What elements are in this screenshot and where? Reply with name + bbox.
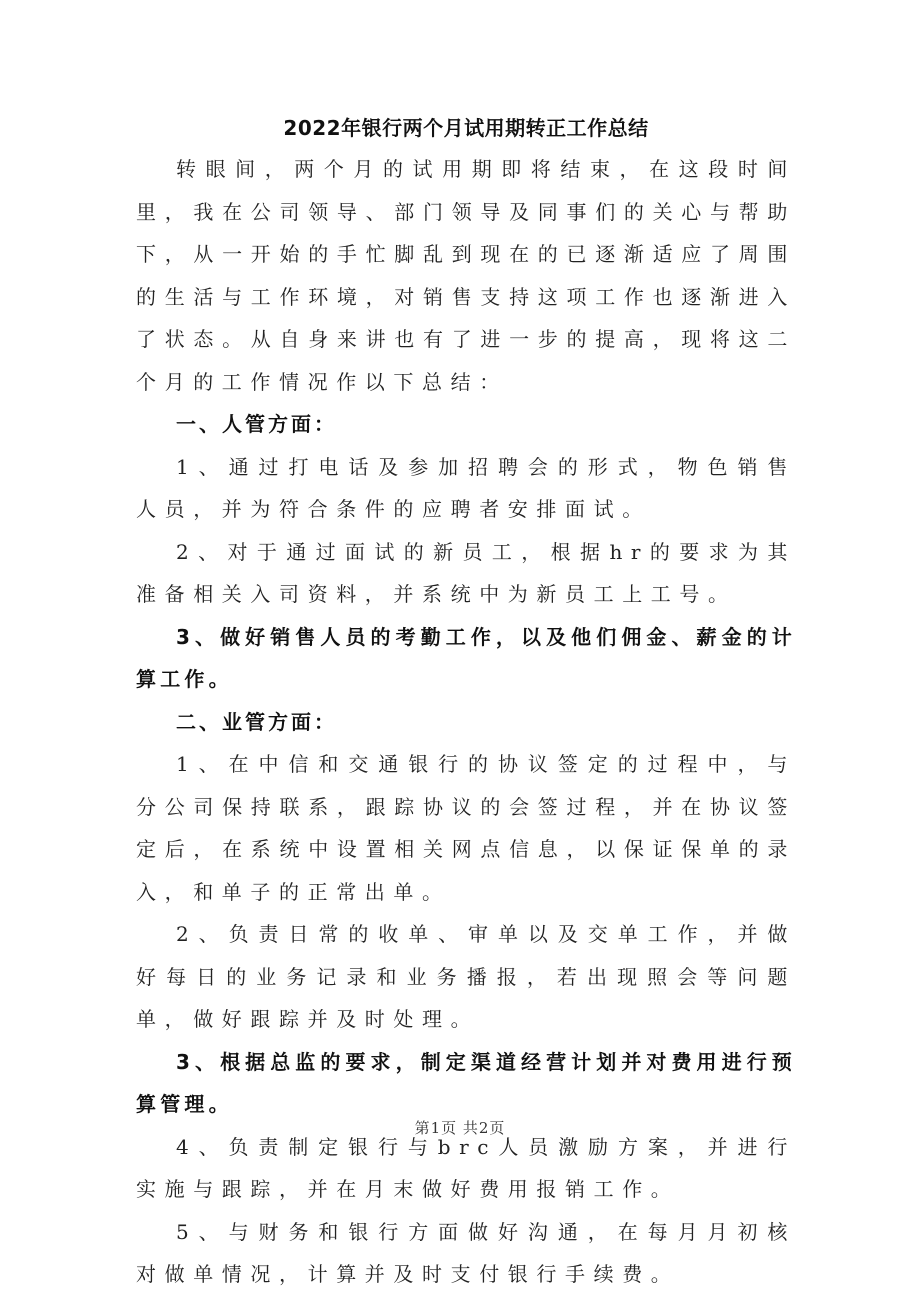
section-personnel bbox=[136, 403, 796, 701]
list-item: 1、在中信和交通银行的协议签定的过程中，与分公司保持联系，跟踪协议的会签过程，并在协议签定后，在系统中设置相关网点信息，以保证保单的录入，和单子的正常出单。 bbox=[136, 752, 796, 904]
list-item: 5、与财务和银行方面做好沟通，在每月月初核对做单情况，计算并及时支付银行手续费。 bbox=[136, 1219, 796, 1286]
list-item-bold: 3、根据总监的要求，制定渠道经营计划并对费用进行预算管理。 bbox=[136, 1049, 796, 1116]
list-item: 4、负责制定银行与brc人员激励方案，并进行实施与跟踪，并在月末做好费用报销工作。 bbox=[136, 1134, 796, 1201]
list-item-bold: 3、做好销售人员的考勤工作，以及他们佣金、薪金的计算工作。 bbox=[136, 624, 796, 691]
document-title: 2022年银行两个月试用期转正工作总结 bbox=[283, 116, 649, 140]
list-item: 1、通过打电话及参加招聘会的形式，物色销售人员，并为符合条件的应聘者安排面试。 bbox=[136, 454, 796, 521]
section-business bbox=[136, 701, 796, 1296]
section-heading: 二、业管方面： bbox=[176, 709, 337, 734]
section-heading: 一、人管方面： bbox=[176, 412, 337, 436]
list-item: 2、负责日常的收单、审单以及交单工作，并做好每日的业务记录和业务播报，若出现照会等问题单，做好跟踪并及时处理。 bbox=[136, 922, 796, 1031]
list-item: 2、对于通过面试的新员工，根据hr的要求为其准备相关入司资料，并系统中为新员工上工号。 bbox=[136, 539, 796, 606]
page-number-footer: 第1页 共2页 bbox=[414, 1119, 506, 1137]
intro-paragraph: 转眼间，两个月的试用期即将结束，在这段时间里，我在公司领导、部门领导及同事们的关心与帮助下，从一开始的手忙脚乱到现在的已逐渐适应了周围的生活与工作环境，对销售支持这项工作也逐渐进入了状态。从自身来讲也有了进一步的提高，现将这二个月的工作情况作以下总结： bbox=[136, 157, 796, 394]
